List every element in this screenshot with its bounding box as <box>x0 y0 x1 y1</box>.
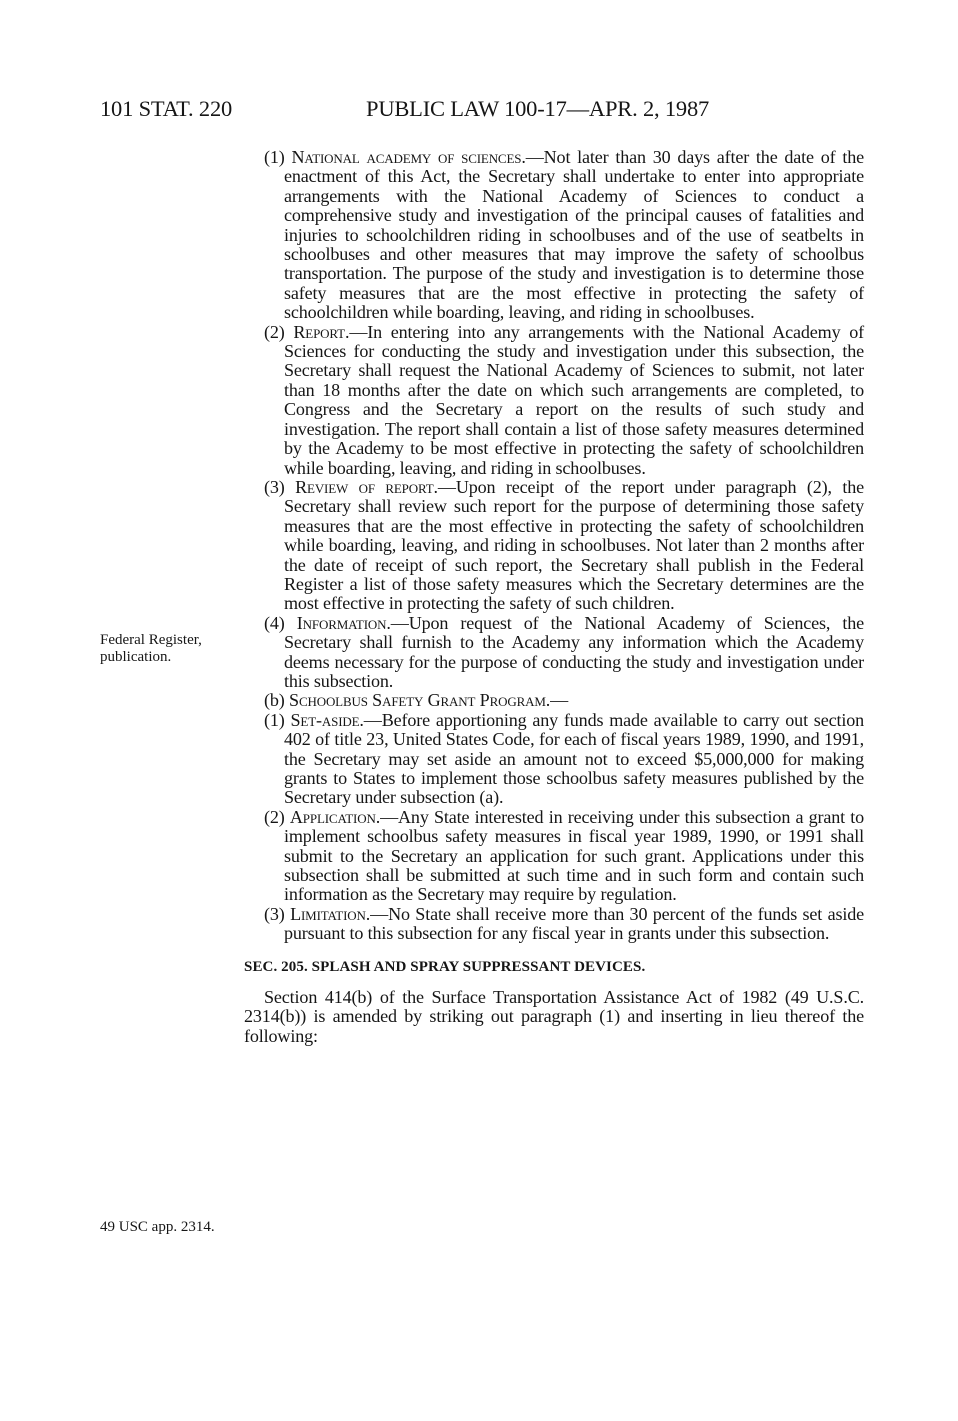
paragraph-b2 <box>244 808 864 905</box>
page-body <box>244 148 864 1046</box>
para-heading: Review of report <box>295 476 434 497</box>
para-number: (1) <box>264 709 285 730</box>
para-text: .—Upon receipt of the report under paragraph (2), the Secretary shall review such report for the purpose of determining those safety measures that are the most effective in protecting the safety of schoolchildren while boarding, leaving, and riding in schoolbuses. Not later than 2 months after the date of receipt of such report, the Secretary shall publish in the Federal Register a list of those safety measures which the Secretary determines are the most effective in protecting the safety of such children. <box>284 476 864 614</box>
para-text: .—Any State interested in receiving under this subsection a grant to implement schoolbus safety measures in fiscal year 1989, 1990, or 1991 shall submit to the Secretary an application for such grant. Applications under this subsection shall be submitted at such time and in such form and contain such information as the Secretary may require by regulation. <box>284 806 865 905</box>
subsection-b-heading <box>244 691 864 710</box>
paragraph-a1 <box>244 148 864 323</box>
para-number: (4) <box>264 612 285 633</box>
para-text: .—Not later than 30 days after the date of the enactment of this Act, the Secretary shall undertake to enter into appropriate arrangements with the National Academy of Sciences to conduct a comprehensive study and investigation of the principal causes of fatalities and injuries to schoolchildren riding in schoolbuses and of the use of seatbelts in schoolbuses and other measures that may improve the safety of schoolbus transportation. The purpose of the study and investigation is to determine those safety measures that are the most effective in protecting the safety of schoolchildren while boarding, leaving, and riding in schoolbuses. <box>284 147 864 323</box>
heading-dash: .— <box>545 690 569 711</box>
subsection-title: Schoolbus Safety Grant Program <box>289 690 546 711</box>
paragraph-a2 <box>244 323 864 478</box>
section-205-heading: SEC. 205. SPLASH AND SPRAY SUPPRESSANT DEVICES. <box>244 958 646 975</box>
para-text: .—Before apportioning any funds made available to carry out section 402 of title 23, United States Code, for each of fiscal years 1989, 1990, and 1991, the Secretary may set aside an amount not to exceed $5,000,000 for making grants to States to implement those schoolbus safety measures published by the Secretary under subsection (a). <box>284 709 865 808</box>
para-number: (2) <box>264 806 285 827</box>
para-heading: Report <box>293 321 345 342</box>
para-text: .—In entering into any arrangements with the National Academy of Sciences for conducting the study and investigation under this subsection, the Secretary shall request the National Academy of Sciences to submit, not later than 18 months after the date on which such arrangements are completed, to Congress and the Secretary a report on the results of such study and investigation. The report shall contain a list of those safety measures determined by the Academy to be most effective in protecting the safety of schoolchildren while boarding, leaving, and riding in schoolbuses. <box>284 321 864 478</box>
para-heading: Application <box>289 806 376 827</box>
para-text: .—No State shall receive more than 30 percent of the funds set aside pursuant to this subsection for any fiscal year in grants under this subsection. <box>284 903 864 944</box>
section-205-text: Section 414(b) of the Surface Transportation Assistance Act of 1982 (49 U.S.C. 2314(b)) is amended by striking out paragraph (1) and inserting in lieu thereof the following: <box>244 987 864 1046</box>
running-head: PUBLIC LAW 100-17—APR. 2, 1987 <box>366 96 710 121</box>
paragraph-b1 <box>244 711 864 808</box>
paragraph-a3 <box>244 478 864 614</box>
para-number: (3) <box>264 476 285 497</box>
para-heading: Information <box>296 612 387 633</box>
para-number: (1) <box>264 147 285 167</box>
para-number: (3) <box>264 903 285 924</box>
para-heading: Set-aside <box>290 709 360 730</box>
para-number: (2) <box>264 321 285 342</box>
stat-page-number: 101 STAT. 220 <box>100 96 233 121</box>
margin-note-federal-register: Federal Register, publication. <box>100 632 202 665</box>
para-text: .—Upon request of the National Academy of Sciences, the Secretary shall furnish to the Academy any information which the Academy deems necessary for the purpose of conducting the study and investigation under this subsection. <box>284 612 865 691</box>
subsection-label: (b) <box>264 690 285 711</box>
para-heading: Limitation <box>290 903 366 924</box>
paragraph-b3 <box>244 905 864 944</box>
paragraph-a4 <box>244 614 864 692</box>
margin-note-usc-cite: 49 USC app. 2314. <box>100 1219 215 1235</box>
page-header <box>0 96 958 132</box>
para-heading: National academy of sciences <box>291 147 522 167</box>
